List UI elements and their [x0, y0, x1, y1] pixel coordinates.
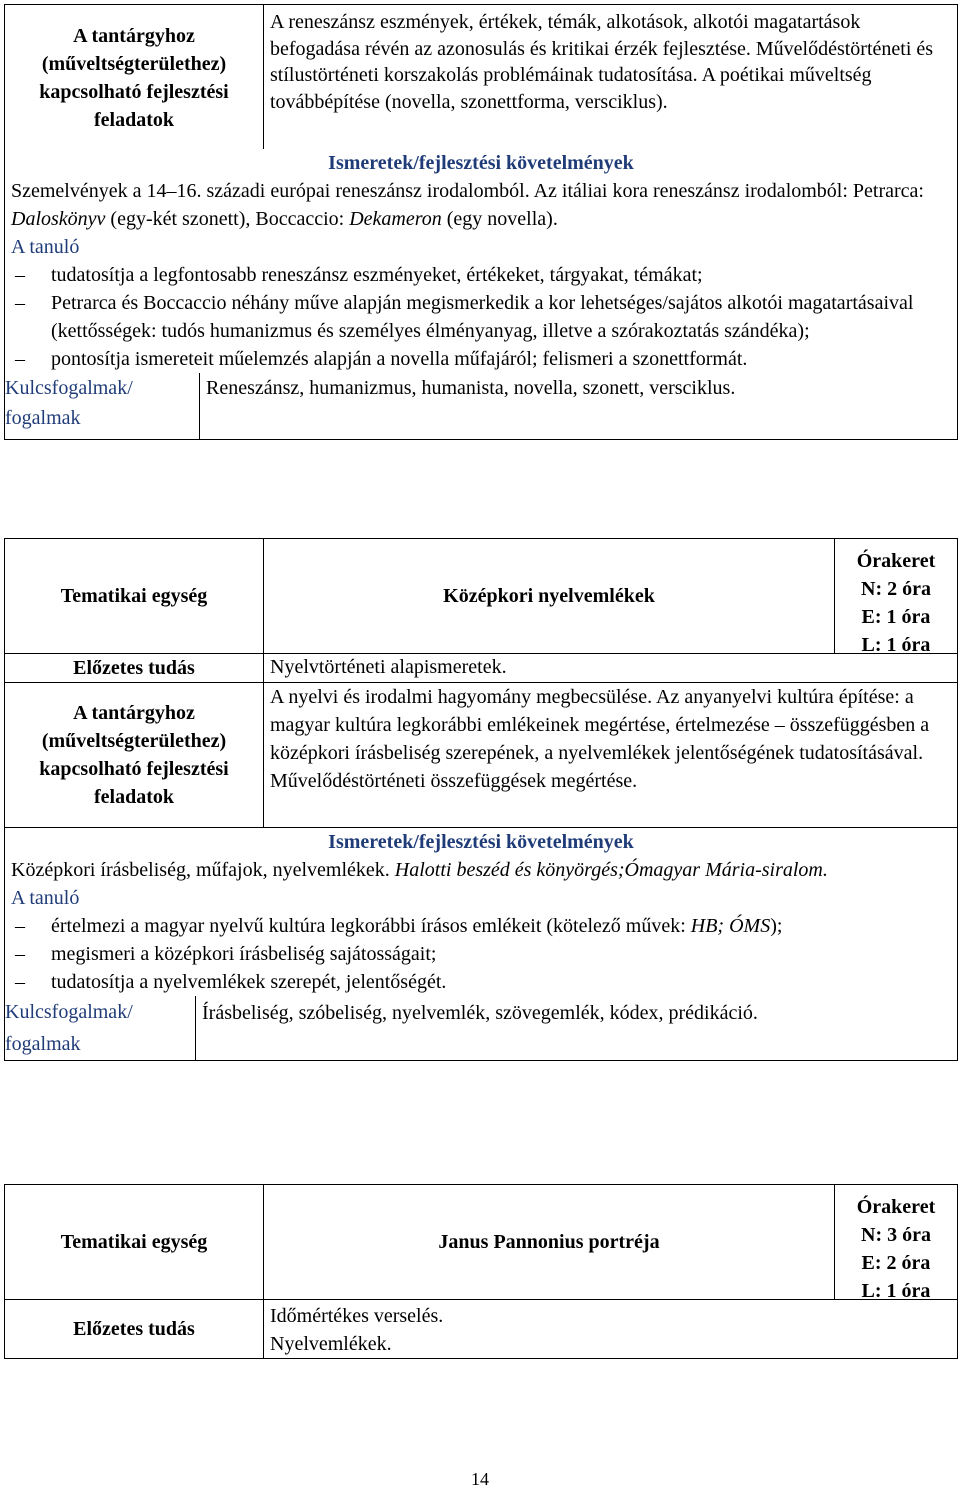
key-concepts-text: Írásbeliség, szóbeliség, nyelvemlék, szövegemlék, kódex, prédikáció.: [202, 1002, 758, 1024]
section-medieval-texts: [4, 538, 958, 1061]
dash-icon: –: [15, 264, 25, 286]
unit-title: Középkori nyelvemlékek: [443, 584, 655, 607]
unit-label: Tematikai egység: [5, 539, 264, 653]
task-text: A reneszánsz eszmények, értékek, témák, alkotások, alkotói magatartások befogadása révén az azonosulás és kritikai érzék fejlesztése. Művelődéstörténeti és stílustörténeti korszakolás problémáinak tudatosítása. A poétikai műveltség továbbépítése (novella, szonettforma, versciklus).: [270, 11, 934, 113]
requirements-row: [5, 827, 957, 996]
list-item: – pontosítja ismereteit műelemzés alapján a novella műfajáról; felismeri a szonettformát.: [15, 345, 951, 373]
unit-title: Janus Pannonius portréja: [438, 1230, 660, 1253]
prior-knowledge-row: [5, 1299, 957, 1358]
requirements-intro: Középkori írásbeliség, műfajok, nyelvemlékek. Halotti beszéd és könyörgés;Ómagyar Mária-siralom.: [11, 859, 828, 881]
requirements-list: [5, 912, 957, 996]
key-concepts-text: Reneszánsz, humanizmus, humanista, novella, szonett, versciklus.: [206, 377, 736, 399]
requirements-heading: Ismeretek/fejlesztési követelmények: [328, 831, 634, 853]
unit-row: [5, 1185, 957, 1302]
requirements-row: [5, 149, 957, 373]
list-item: – megismeri a középkori írásbeliség sajátosságait;: [15, 940, 951, 968]
task-row: [5, 5, 957, 149]
key-concepts-label: Kulcsfogalmak/ fogalmak: [5, 996, 196, 1060]
task-text: A nyelvi és irodalmi hagyomány megbecsülése. Az anyanyelvi kultúra építése: a magyar kultúra legkorábbi emlékeinek megértése, értelmezése – összefüggésben a középkori írásbeliség szerepének, a nyelvemlékek jelentőségének tudatosításával. Művelődéstörténeti összefüggések megértése.: [270, 686, 930, 792]
key-concepts-label: Kulcsfogalmak/ fogalmak: [5, 373, 200, 439]
dash-icon: –: [15, 943, 25, 965]
prior-knowledge-row: [5, 653, 957, 682]
hours-box: Órakeret N: 3 óra E: 2 óra L: 1 óra: [834, 1185, 957, 1299]
dash-icon: –: [15, 348, 25, 370]
prior-text: Időmértékes verselés. Nyelvemlékek.: [270, 1305, 444, 1355]
task-label: A tantárgyhoz (műveltségterülethez) kapcsolható fejlesztési feladatok: [5, 5, 264, 149]
dash-icon: –: [15, 971, 25, 993]
requirements-list: [5, 261, 957, 373]
list-item: – tudatosítja a nyelvemlékek szerepét, jelentőségét.: [15, 968, 951, 996]
requirements-intro: Szemelvények a 14–16. századi európai reneszánsz irodalomból. Az itáliai kora reneszánsz irodalomból: Petrarca: Daloskönyv (egy-két szonett), Boccaccio: Dekameron (egy novella).: [11, 180, 924, 230]
section-renaissance: [4, 4, 958, 440]
unit-label: Tematikai egység: [5, 1185, 264, 1299]
list-item: – Petrarca és Boccaccio néhány műve alapján megismerkedik a kor lehetséges/sajátos alkotói magatartásaival (kettősségek: tudós humanizmus és személyes élményanyag, illetve a szórakoztatás szándéka);: [15, 289, 951, 345]
dash-icon: –: [15, 292, 25, 314]
hours-box: Órakeret N: 2 óra E: 1 óra L: 1 óra: [834, 539, 957, 653]
requirements-heading: Ismeretek/fejlesztési követelmények: [328, 152, 634, 174]
page-number: 14: [471, 1469, 489, 1489]
task-row: [5, 682, 957, 827]
student-label: A tanuló: [11, 236, 80, 258]
prior-label: Előzetes tudás: [5, 654, 264, 682]
key-concepts-row: [5, 373, 957, 439]
key-concepts-row: [5, 996, 957, 1060]
unit-row: [5, 539, 957, 656]
prior-text: Nyelvtörténeti alapismeretek.: [270, 656, 507, 678]
list-item: – értelmezi a magyar nyelvű kultúra legkorábbi írásos emlékeit (kötelező művek: HB; ÓMS);: [15, 912, 951, 940]
prior-label: Előzetes tudás: [5, 1300, 264, 1358]
task-label: A tantárgyhoz (műveltségterülethez) kapcsolható fejlesztési feladatok: [5, 683, 264, 827]
dash-icon: –: [15, 915, 25, 937]
student-label: A tanuló: [11, 887, 80, 909]
section-janus-pannonius: [4, 1184, 958, 1359]
list-item: – tudatosítja a legfontosabb reneszánsz eszményeket, értékeket, tárgyakat, témákat;: [15, 261, 951, 289]
